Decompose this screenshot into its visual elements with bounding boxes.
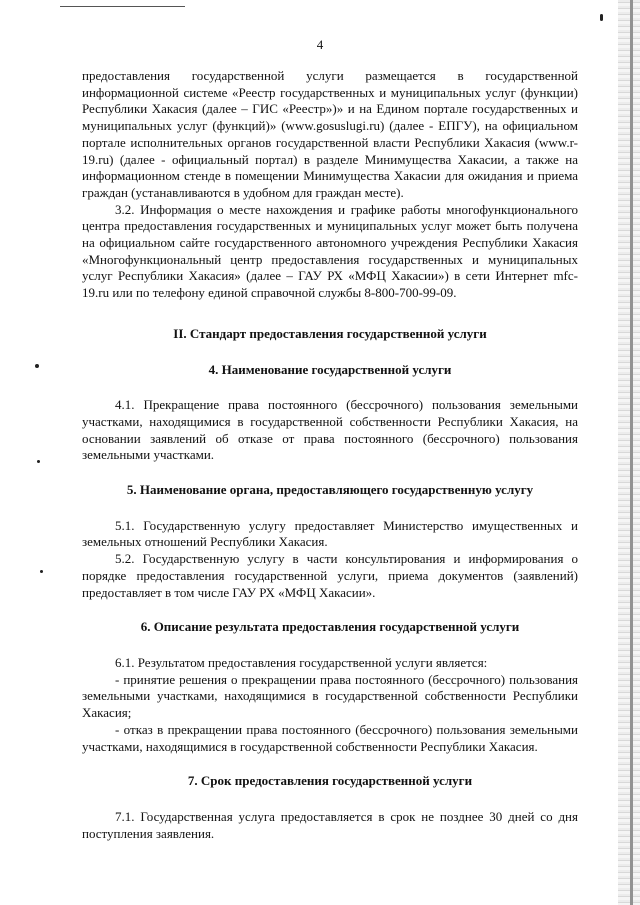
paragraph-4-1: 4.1. Прекращение права постоянного (бессрочного) пользования земельными участками, находящимися в государственной собственности Республики Хакасия, на основании заявлений об отказе от права постоянного (бессрочного) пользования земельными участками. (82, 397, 578, 463)
paragraph-7-1: 7.1. Государственная услуга предоставляется в срок не позднее 30 дней со дня поступления заявления. (82, 808, 578, 841)
scan-speck (600, 14, 603, 21)
scan-binding-edge (618, 0, 640, 905)
paragraph-3-2: 3.2. Информация о месте нахождения и графике работы многофункционального центра предоставления государственных и муниципальных услуг может быть получена на официальном сайте государственного автономного учреждения Республики Хакасия «Многофункциональный центр предоставления государственных и муниципальных услуг Республики Хакасия» (далее – ГАУ РХ «МФЦ Хакасии») в сети Интернет mfc-19.ru или по телефону единой справочной службы 8-800-700-99-09. (82, 201, 578, 301)
heading-7: 7. Срок предоставления государственной услуги (187, 773, 473, 789)
paragraph-5-1: 5.1. Государственную услугу предоставляет Министерство имущественных и земельных отношений Республики Хакасия. (82, 517, 578, 550)
paragraph-5-2: 5.2. Государственную услугу в части консультирования и информирования о порядке предоставления государственной услуги, приема документов (заявлений) предоставляет в том числе ГАУ РХ «МФЦ Хакасии». (82, 551, 578, 600)
paragraph-6-1: 6.1. Результатом предоставления государственной услуги является: (115, 654, 488, 670)
section-heading-ii: II. Стандарт предоставления государственной услуги (173, 325, 487, 341)
result-item-decision: - принятие решения о прекращении права постоянного (бессрочного) пользования земельными участками, находящимися в государственной собственности Республики Хакасия; (82, 671, 578, 721)
heading-4: 4. Наименование государственной услуги (208, 361, 452, 377)
scan-speck (37, 460, 40, 463)
heading-6: 6. Описание результата предоставления государственной услуги (140, 619, 520, 635)
result-item-refusal: - отказ в прекращении права постоянного (бессрочного) пользования земельными участками, находящимися в государственной собственности Республики Хакасия. (82, 721, 578, 754)
page-number: 4 (316, 37, 324, 52)
paragraph-intro-continuation: предоставления государственной услуги размещается в государственной информационной системе «Реестр государственных и муниципальных услуг (функции) Республики Хакасия (далее – ГИС «Реестр»)» и на Едином портале государственных и муниципальных услуг (функций)» (www.gosuslugi.ru) (далее - ЕПГУ), на официальном портале исполнительных органов государственной власти Республики Хакасия (www.r-19.ru) (далее - официальный портал) в разделе Минимущества Хакасии, а также на информационном стенде в помещении Минимущества Хакасии для ожидания и приема граждан (устанавливаются в удобном для граждан месте). (82, 68, 578, 200)
scan-speck (35, 364, 39, 368)
document-body (82, 68, 578, 842)
heading-5: 5. Наименование органа, предоставляющего государственную услугу (126, 482, 534, 498)
scan-top-line (60, 6, 185, 7)
scan-speck (40, 570, 43, 573)
